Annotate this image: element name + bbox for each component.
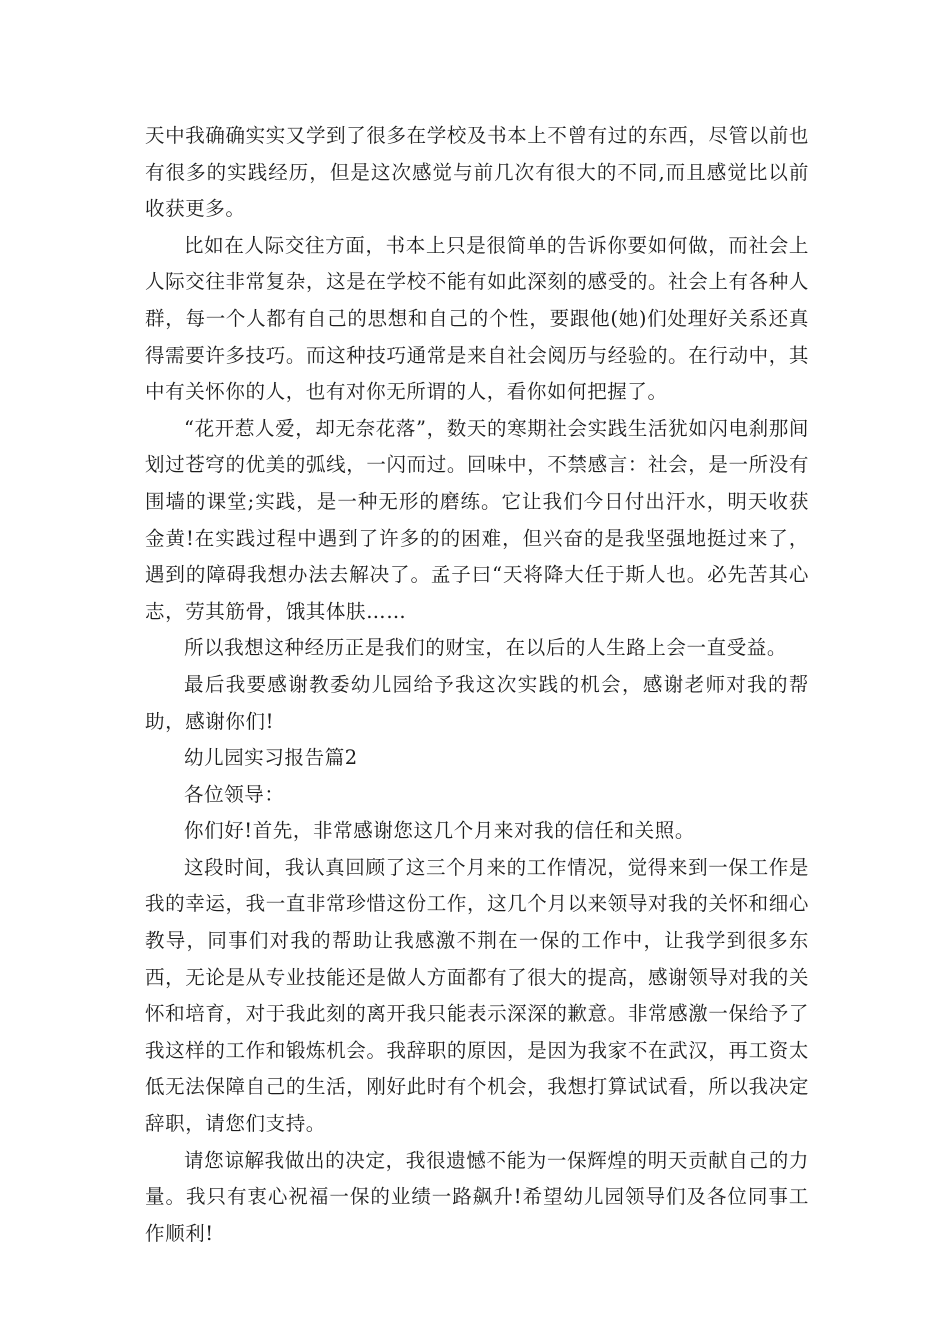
- paragraph-resignation-reason: 这段时间，我认真回顾了这三个月来的工作情况，觉得来到一保工作是我的幸运，我一直非常珍惜这份工作，这几个月以来领导对我的关怀和细心教导，同事们对我的帮助让我感激不荆在一保的工作中，让我学到很多东西，无论是从专业技能还是做人方面都有了很大的提高，感谢领导对我的关怀和培育，对于我此刻的离开我只能表示深深的歉意。非常感激一保给予了我这样的工作和锻炼机会。我辞职的原因，是因为我家不在武汉，再工资太低无法保障自己的生活，刚好此时有个机会，我想打算试试看，所以我决定辞职，请您们支持。: [145, 855, 809, 1136]
- paragraph-interpersonal: 比如在人际交往方面，书本上只是很简单的告诉你要如何做，而社会上人际交往非常复杂，这是在学校不能有如此深刻的感受的。社会上有各种人群，每一个人都有自己的思想和自己的个性，要跟他(她)们处理好关系还真得需要许多技巧。而这种技巧通常是来自社会阅历与经验的。在行动中，其中有关怀你的人，也有对你无所谓的人，看你如何把握了。: [145, 233, 809, 404]
- paragraph-experience-treasure: 所以我想这种经历正是我们的财宝，在以后的人生路上会一直受益。: [184, 636, 788, 660]
- paragraph-closing-wishes: 请您谅解我做出的决定，我很遗憾不能为一保辉煌的明天贡献自己的力量。我只有衷心祝福一保的业绩一路飙升!希望幼儿园领导们及各位同事工作顺利!: [145, 1148, 809, 1245]
- paragraph-practice-reflection: “花开惹人爱，却无奈花落”，数天的寒期社会实践生活犹如闪电刹那间划过苍穹的优美的弧线，一闪而过。回味中，不禁感言：社会，是一所没有围墙的课堂;实践，是一种无形的磨练。它让我们今日付出汗水，明天收获金黄!在实践过程中遇到了许多的的困难，但兴奋的是我坚强地挺过来了，遇到的障碍我想办法去解决了。孟子曰“天将降大任于斯人也。必先苦其心志，劳其筋骨，饿其体肤……: [145, 416, 809, 623]
- greeting-paragraph: 你们好!首先，非常感谢您这几个月来对我的信任和关照。: [184, 819, 695, 843]
- salutation: 各位领导：: [184, 782, 285, 806]
- document-body: [145, 118, 809, 1252]
- paragraph-thanks: 最后我要感谢教委幼儿园给予我这次实践的机会，感谢老师对我的帮助，感谢你们!: [145, 672, 809, 733]
- section-heading: 幼儿园实习报告篇2: [184, 746, 358, 770]
- paragraph-continuation: 天中我确确实实又学到了很多在学校及书本上不曾有过的东西，尽管以前也有很多的实践经历，但是这次感觉与前几次有很大的不同,而且感觉比以前收获更多。: [145, 124, 809, 221]
